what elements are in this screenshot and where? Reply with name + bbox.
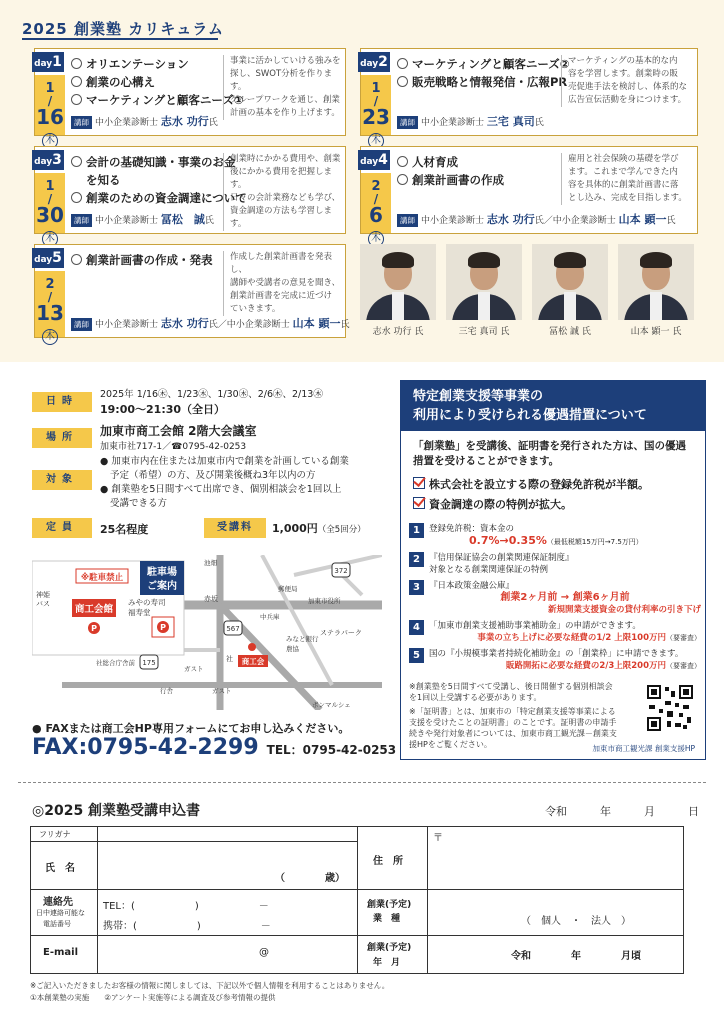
lecturer: 講師 中小企業診断士 志水 功行氏 — [71, 113, 218, 129]
map-label: ステラパーク — [320, 629, 362, 637]
datetime-line1: 2025年 1/16㊍、1/23㊍、1/30㊍、2/6㊍、2/13㊍ — [100, 389, 323, 400]
application-form — [30, 826, 684, 974]
photo-caption: 山本 顕一 氏 — [630, 327, 682, 337]
founding-date-field[interactable]: 令和 年 月頃 — [511, 951, 641, 962]
date-badge: 2 / 13 木 — [35, 271, 65, 337]
place-label: 場所 — [32, 428, 92, 448]
route-shield: 372 — [334, 567, 348, 575]
map-label: ガスト — [212, 687, 232, 695]
parking-p-icon: P — [91, 624, 97, 633]
place-address: 加東市社717-1／☎0795-42-0253 — [100, 442, 247, 452]
founding-label: 年 月 — [373, 958, 401, 968]
shop-label: みやの寿司 — [128, 598, 166, 607]
fax-number: FAX:0795-42-2299 TEL：0795-42-0253 — [32, 735, 397, 760]
contact-label: 連絡先 — [43, 897, 73, 908]
target-list: ● 加東市内在住または加東市内で創業を計画している創業 予定（希望）の方、及び開業後概ね3年以内の方 ● 創業塾を5日間すべて出席でき、個別相談会を1回以上 受講できる方 — [100, 456, 349, 509]
day-tag: day5 — [32, 248, 64, 268]
destination-marker: 商工会 — [241, 657, 265, 666]
date-badge: 1 / 16 木 — [35, 75, 65, 135]
map-label: 社 — [226, 655, 233, 663]
name-label: 氏 名 — [45, 863, 75, 874]
topic-list: 会計の基礎知識・事業のお金 を知る 創業のための資金調達について — [71, 153, 247, 207]
lecturer: 講師 中小企業診断士 志水 功行氏／中小企業診断士 山本 顕一氏 — [71, 315, 350, 331]
map-label: ボンマルシェ — [312, 701, 351, 709]
postal-mark: 〒 — [433, 833, 443, 844]
topic-list: マーケティングと顧客ニーズ② 販売戦略と情報発信・広報PR — [397, 55, 570, 91]
benefits-notes: ※創業塾を5日間すべて受講し、後日開催する個別相談会を1回以上受講する必要があります。 ※「証明書」とは、加東市の「特定創業支援等事業による支援を受けたことの証明書」のことです。証明書の申請手続きや発行対象者については、加東市商工観光課－創業支援HPをご覧ください。 — [409, 682, 617, 749]
capacity-value: 25名程度 — [100, 523, 149, 536]
day-tag: day4 — [358, 150, 390, 170]
benefit-item: 2 『信用保証協会の創業関連保証制度』 対象となる創業関連保証の特例 — [409, 552, 701, 576]
entity-type-select[interactable]: （ 個人 ・ 法人 ） — [521, 916, 631, 927]
furigana-label: フリガナ — [39, 830, 71, 839]
email-field[interactable]: @ — [259, 947, 269, 958]
datetime-line2: 19:00～21:30（全日） — [100, 403, 226, 416]
benefits-header: 特定創業支援等事業の 利用により受けられる優遇措置について — [401, 381, 705, 431]
day-card-1 — [34, 48, 346, 146]
contact-sublabel: 電話番号 — [43, 920, 71, 928]
fee-value: 1,000円（全5回分） — [272, 522, 366, 535]
benefits-footer: 加東市商工観光課 創業支援HP — [592, 744, 695, 753]
form-title: ◎2025 創業塾受講申込書 — [32, 803, 201, 819]
industry-label: 業 種 — [373, 914, 401, 924]
day-description: 創業時にかかる費用や、創業 後にかかる費用を把握します。 日々の会計業務なども学び、 資金調達の方法も学習します。 — [223, 153, 345, 231]
lecturer-photo — [360, 244, 436, 320]
benefits-list — [409, 523, 701, 676]
address-field[interactable] — [431, 841, 681, 887]
day-description: 事業に活かしていける強みを 探し、SWOT分析を作ります。 グループワークを通じ、創業 計画の基本を作り上げます。 — [223, 55, 345, 120]
checkbox-icon — [413, 497, 425, 509]
photo-caption: 三宅 真司 氏 — [458, 327, 510, 337]
day-tag: day2 — [358, 52, 390, 72]
benefit-item: 5 国の『小規模事業者持続化補助金』の「創業枠」に申請できます。 販路開拓に必要な経費の2/3上限200万円（要審査） — [409, 648, 701, 672]
date-badge: 1 / 23 木 — [361, 75, 391, 135]
map-graphic — [32, 555, 382, 710]
curriculum-section — [0, 0, 724, 362]
benefits-intro: 「創業塾」を受講後、証明書を発行された方は、国の優遇措置を受けることができます。 — [413, 440, 686, 467]
building-label: 商工会館 — [74, 604, 114, 615]
mobile-field[interactable]: 携帯：( ) － — [103, 921, 271, 932]
capacity-label: 定員 — [32, 518, 92, 538]
map-label: 赤坂 — [204, 595, 218, 603]
map-label: 農協 — [286, 645, 299, 653]
map-label: ガスト — [184, 665, 204, 673]
day-card-2 — [360, 48, 698, 146]
map-label: 社総合庁舎前 — [96, 659, 135, 667]
fee-label: 受講料 — [204, 518, 266, 538]
day-card-3 — [34, 146, 346, 244]
tel-field[interactable]: TEL：( ) － — [103, 901, 269, 912]
fax-note: ● FAXまたは商工会HP専用フォームにてお申し込みください。 — [32, 722, 350, 735]
parking-title: 駐車場 — [147, 567, 177, 578]
parking-subtitle: ご案内 — [147, 581, 177, 592]
photo-caption: 冨松 誠 氏 — [549, 327, 591, 337]
map-label: 神姫 — [36, 591, 50, 599]
lecturer-photo — [618, 244, 694, 320]
benefits-checklist: 株式会社を設立する際の登録免許税が半額。 資金調達の際の特例が拡大。 — [413, 475, 693, 515]
map-label: 池畑 — [204, 559, 217, 567]
map-label: 行舎 — [160, 687, 173, 695]
photo-caption: 志水 功行 氏 — [372, 327, 424, 337]
qr-code-icon[interactable] — [645, 683, 695, 733]
title-underline — [22, 38, 218, 40]
day-tag: day3 — [32, 150, 64, 170]
furigana-field[interactable] — [99, 828, 357, 841]
topic-list: 創業計画書の作成・発表 — [71, 251, 213, 269]
map-label: 中兵庫 — [260, 613, 280, 621]
lecturer: 講師 中小企業診断士 冨松 誠氏 — [71, 211, 214, 227]
date-badge: 1 / 30 木 — [35, 173, 65, 233]
map-label: 加東市役所 — [308, 597, 341, 605]
map-label: バス — [36, 600, 50, 608]
lecturer-photo — [532, 244, 608, 320]
lecturer: 講師 中小企業診断士 志水 功行氏／中小企業診断士 山本 顕一氏 — [397, 211, 676, 227]
shop-label: 福寿堂 — [128, 608, 151, 617]
age-field[interactable]: （ 歳） — [275, 873, 345, 884]
benefit-item: 4 「加東市創業支援補助事業補助金」の申請ができます。 事業の立ち上げに必要な経費の1/2 上限100万円（要審査） — [409, 620, 701, 644]
day-card-5 — [34, 244, 350, 342]
contact-sublabel: 日中連絡可能な — [36, 909, 85, 917]
benefit-item: 1 登録免許税：資本金の 0.7%→0.35%（最低税額15万円→7.5万円） — [409, 523, 701, 548]
day-card-4 — [360, 146, 698, 244]
route-shield: 567 — [226, 625, 240, 633]
checkbox-icon — [413, 477, 425, 489]
route-shield: 175 — [142, 659, 156, 667]
form-footnote: ※ご記入いただきましたお客様の情報に関しましては、下記以外で個人情報を利用することはありません。 ①本創業塾の実施 ②アンケート実施等による調査及び参考情報の提供 — [30, 981, 390, 1002]
cut-line — [18, 782, 706, 783]
email-label: E-mail — [43, 947, 79, 958]
target-label: 対象 — [32, 470, 92, 490]
founding-label: 創業(予定) — [367, 943, 412, 953]
topic-list: オリエンテーション 創業の心構え マーケティングと顧客ニーズ① — [71, 55, 244, 109]
benefits-box — [400, 380, 706, 760]
datetime-label: 日時 — [32, 392, 92, 412]
benefit-item: 3 『日本政策金融公庫』 創業2ヶ月前 → 創業6ヶ月前 新規開業支援資金の貸付利率の引き下げ — [409, 580, 701, 616]
lecturer-photos — [360, 244, 700, 344]
lecturer: 講師 中小企業診断士 三宅 真司氏 — [397, 113, 544, 129]
curriculum-title: 2025 創業塾 カリキュラム — [22, 20, 225, 38]
map — [32, 555, 382, 710]
form-date: 令和 年 月 日 — [545, 805, 699, 818]
date-badge: 2 / 6 木 — [361, 173, 391, 233]
day-description: 作成した創業計画書を発表し、 講師や受講者の意見を聞き、 創業計画書を完成に近づけ ていきます。 — [223, 251, 345, 316]
map-label: 郵便局 — [278, 585, 298, 593]
lecturer-photo — [446, 244, 522, 320]
parking-p-icon: P — [160, 623, 166, 632]
place-name: 加東市商工会館 2階大会議室 — [100, 424, 257, 438]
day-tag: day1 — [32, 52, 64, 72]
industry-label: 創業(予定) — [367, 900, 412, 910]
topic-list: 人材育成 創業計画書の作成 — [397, 153, 504, 189]
map-label: みなと銀行 — [286, 635, 319, 643]
address-label: 住 所 — [373, 856, 403, 867]
day-description: 雇用と社会保険の基礎を学び ます。これまで学んできた内 容を具体的に創業計画書に落 とし込み、完成を目指します。 — [561, 153, 687, 205]
day-description: マーケティングの基本的な内 容を学習します。創業時の販 売促進手法を検討し、体系的な 広告宣伝活動を身につけます。 — [561, 55, 687, 107]
no-parking-label: ※駐車禁止 — [80, 573, 124, 583]
